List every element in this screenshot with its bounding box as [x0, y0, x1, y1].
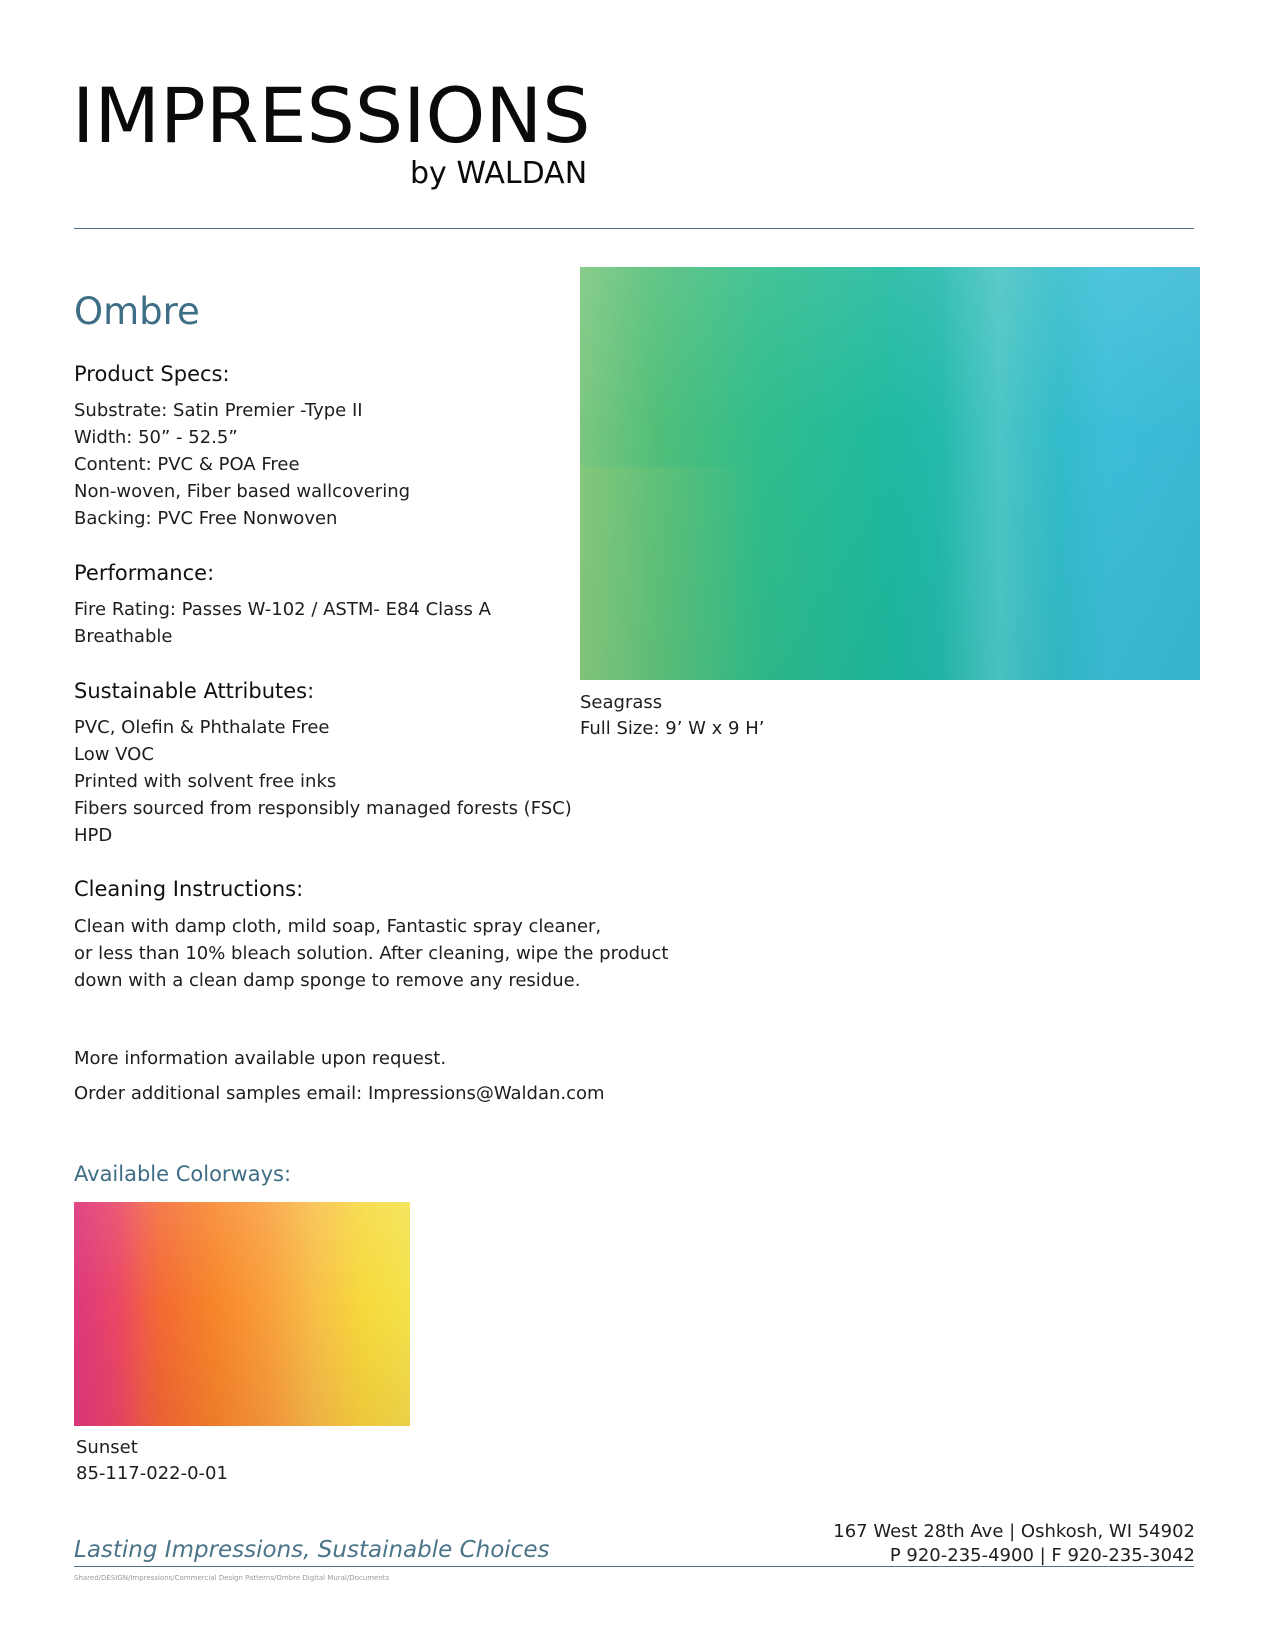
- sustainable-line: HPD: [74, 825, 113, 846]
- performance-line: Fire Rating: Passes W-102 / ASTM- E84 Class A: [74, 599, 491, 620]
- spec-line: Width: 50” - 52.5”: [74, 427, 238, 448]
- sunset-swatch-image: [74, 1202, 410, 1426]
- sustainable-line: PVC, Olefin & Phthalate Free: [74, 717, 330, 738]
- brand-logo-text: IMPRESSIONS: [72, 71, 591, 160]
- performance-line: Breathable: [74, 626, 173, 647]
- seagrass-swatch-image: [580, 267, 1200, 680]
- cleaning-line: down with a clean damp sponge to remove any residue.: [74, 970, 581, 991]
- specs-heading: Product Specs:: [74, 362, 230, 386]
- footer-divider: [74, 1566, 1194, 1567]
- main-swatch-caption: [580, 690, 764, 742]
- sustainable-list: [74, 714, 572, 849]
- cleaning-line: or less than 10% bleach solution. After cleaning, wipe the product: [74, 943, 669, 964]
- spec-line: Non-woven, Fiber based wallcovering: [74, 481, 411, 502]
- more-info-text: More information available upon request.: [74, 1048, 447, 1069]
- product-title: Ombre: [74, 290, 200, 333]
- spec-line: Substrate: Satin Premier -Type II: [74, 400, 363, 421]
- footer-contact: [833, 1520, 1195, 1568]
- sustainable-line: Low VOC: [74, 744, 154, 765]
- sustainable-heading: Sustainable Attributes:: [74, 679, 315, 703]
- colorways-heading: Available Colorways:: [74, 1162, 292, 1186]
- footer-tagline: Lasting Impressions, Sustainable Choices: [74, 1537, 550, 1563]
- main-swatch-name: Seagrass: [580, 692, 663, 713]
- spec-line: Content: PVC & POA Free: [74, 454, 300, 475]
- specs-list: [74, 397, 410, 532]
- sustainable-line: Fibers sourced from responsibly managed forests (FSC): [74, 798, 572, 819]
- colorway-name: Sunset: [76, 1437, 138, 1458]
- brand-logo-subtext: by WALDAN: [410, 156, 588, 191]
- colorway-caption: [76, 1435, 228, 1487]
- sustainable-line: Printed with solvent free inks: [74, 771, 337, 792]
- cleaning-heading: Cleaning Instructions:: [74, 877, 304, 901]
- cleaning-line: Clean with damp cloth, mild soap, Fantastic spray cleaner,: [74, 916, 602, 937]
- footer-phone: P 920-235-4900 | F 920-235-3042: [889, 1545, 1195, 1566]
- cleaning-text: [74, 913, 668, 994]
- order-samples-text: Order additional samples email: Impressions@Waldan.com: [74, 1083, 605, 1104]
- spec-line: Backing: PVC Free Nonwoven: [74, 508, 338, 529]
- footer-file-path: Shared/DESIGN/Impressions/Commercial Design Patterns/Ombre Digital Mural/Documents: [74, 1574, 390, 1582]
- header-divider: [74, 228, 1194, 229]
- performance-list: [74, 596, 491, 650]
- performance-heading: Performance:: [74, 561, 215, 585]
- colorway-code: 85-117-022-0-01: [76, 1463, 228, 1484]
- main-swatch-size: Full Size: 9’ W x 9 H’: [580, 718, 765, 739]
- footer-address: 167 West 28th Ave | Oshkosh, WI 54902: [833, 1521, 1195, 1542]
